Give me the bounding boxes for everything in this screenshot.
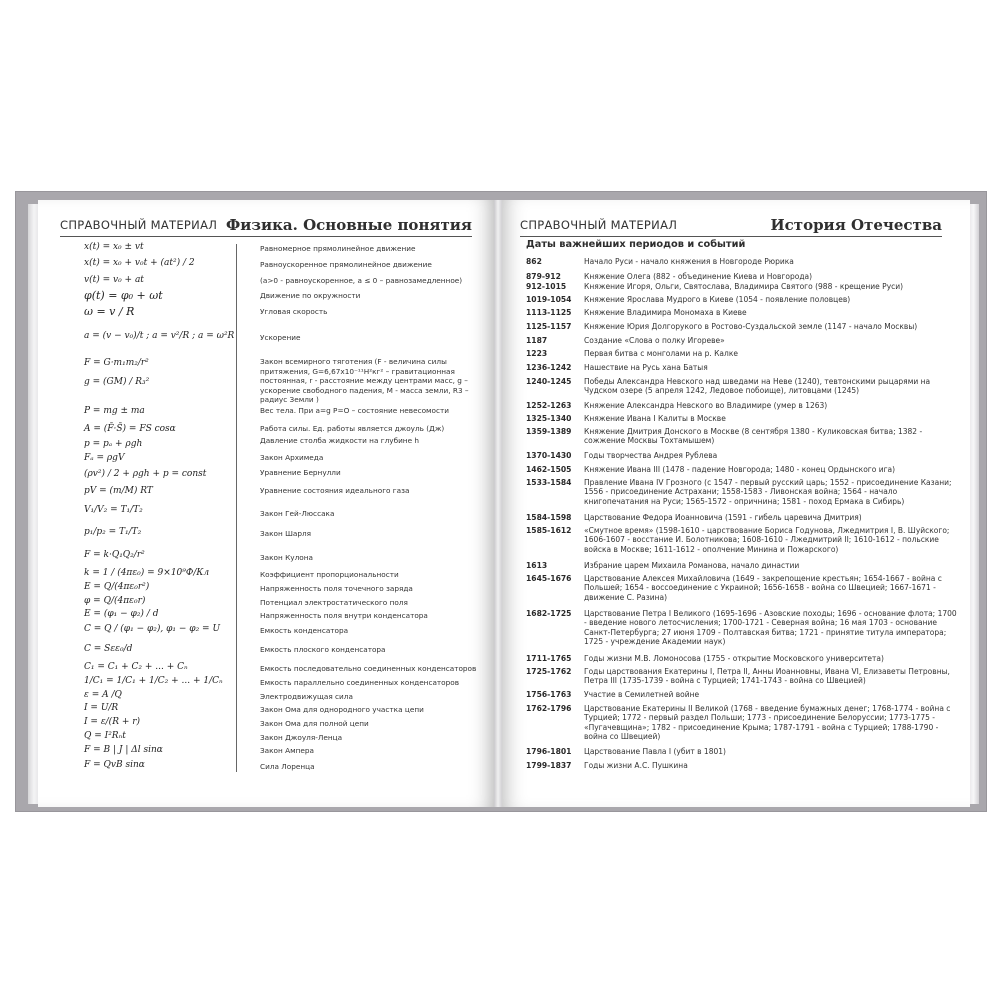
formula-description: Закон Ампера xyxy=(260,746,314,755)
formula-description: Давление столба жидкости на глубине h xyxy=(260,436,420,445)
formula-description: Емкость плоского конденсатора xyxy=(260,645,386,654)
formula-description: Уравнение Бернулли xyxy=(260,468,341,477)
event-year: 1325-1340 xyxy=(526,414,572,423)
event-year: 1533-1584 xyxy=(526,478,572,487)
formula: V₁/V₂ = T₁/T₂ xyxy=(84,505,143,515)
formula-description: Электродвижущая сила xyxy=(260,692,353,701)
event-text: Царствование Петра I Великого (1695-1696 - Азовские походы; 1696 - основание флота; 1700 - введение нового летосчисления; 1700-1721 - Северная война; 16 мая 1703 - основание Санкт-Петербурга; 27 июня 1709 - Полтавская битва; 1721 - принятие титула императора; 1725 - учреждение Академии наук) xyxy=(584,609,957,646)
formula: φ = Q/(4πε₀r) xyxy=(84,596,146,606)
formula-description: Коэффициент пропорциональности xyxy=(260,570,399,579)
event-text: Княжение Игоря, Ольги, Святослава, Владимира Святого (988 - крещение Руси) xyxy=(584,282,904,291)
formula: E = (φ₁ − φ₂) / d xyxy=(84,609,159,619)
event-year: 1370-1430 xyxy=(526,451,572,460)
left-section-label: СПРАВОЧНЫЙ МАТЕРИАЛ xyxy=(60,218,218,232)
event-year: 1796-1801 xyxy=(526,747,572,756)
formula-description: Закон Шарля xyxy=(260,529,312,538)
formula: p₁/p₂ = T₁/T₂ xyxy=(84,527,142,537)
formula: C₁ = C₁ + C₂ + ... + Cₙ xyxy=(84,662,188,672)
event-year: 1187 xyxy=(526,336,548,345)
column-divider xyxy=(236,244,237,772)
book-gutter xyxy=(494,200,502,807)
event-year: 1584-1598 xyxy=(526,513,572,522)
formula: C = Sεε₀/d xyxy=(84,644,133,654)
event-text: Царствование Федора Иоанновича (1591 - гибель царевича Дмитрия) xyxy=(584,513,862,522)
formula: F = k·Q₁Q₂/r² xyxy=(84,550,145,560)
formula-description: Закон Гей-Люссака xyxy=(260,509,335,518)
event-text: Создание «Слова о полку Игореве» xyxy=(584,336,725,345)
event-text: Годы творчества Андрея Рублева xyxy=(584,451,718,460)
event-text: Княжение Олега (882 - объединение Киева и Новгорода) xyxy=(584,272,813,281)
formula-description: Закон Кулона xyxy=(260,553,313,562)
event-year: 1359-1389 xyxy=(526,427,572,436)
event-text: Годы жизни А.С. Пушкина xyxy=(584,761,688,770)
formula: Q = I²Rₙt xyxy=(84,731,126,741)
event-year: 862 xyxy=(526,257,542,266)
event-text: Княжение Александра Невского во Владимире (умер в 1263) xyxy=(584,401,828,410)
formula-description: Напряженность поля внутри конденсатора xyxy=(260,611,428,620)
event-text: Начало Руси - начало княжения в Новгороде Рюрика xyxy=(584,257,794,266)
formula: φ(t) = φ₀ + ωt xyxy=(84,289,163,302)
formula: A = (F̄·S̄) = FS cosα xyxy=(84,424,176,434)
event-year: 1252-1263 xyxy=(526,401,572,410)
event-text: Участие в Семилетней войне xyxy=(584,690,700,699)
formula-description: Равномерное прямолинейное движение xyxy=(260,244,416,253)
formula-description: Емкость конденсатора xyxy=(260,626,349,635)
formula: ω = v / R xyxy=(84,305,135,318)
left-header xyxy=(60,212,472,234)
event-text: Годы царствования Екатерины I, Петра II, Анны Иоанновны, Ивана VI, Елизаветы Петровны, Петра III (1735-1739 - война с Турцией; 1741-1743 - война со Швецией) xyxy=(584,667,950,686)
left-header-rule xyxy=(60,236,472,237)
formula-description: (a>0 - равноускоренное, a ≤ 0 – равнозамедленное) xyxy=(260,276,463,285)
formula-description: Закон Ома для полной цепи xyxy=(260,719,369,728)
event-text: Избрание царем Михаила Романова, начало династии xyxy=(584,561,800,570)
event-year: 1585-1612 xyxy=(526,526,572,535)
event-year: 1125-1157 xyxy=(526,322,572,331)
formula-description: Ускорение xyxy=(260,333,301,342)
event-text: Царствование Алексея Михайловича (1649 - закрепощение крестьян; 1654-1667 - война с Польшей; 1654 - воссоединение с Украиной; 1656-1658 - война со Швецией; 1667-1671 - движение С. Разина) xyxy=(584,574,942,602)
event-text: Правление Ивана IV Грозного (с 1547 - первый русский царь; 1552 - присоединение Казани; 1556 - присоединение Астрахани; 1558-1583 - Ливонская война; 1564 - начало книгопечатания на Руси; 1565-1572 - опричнина; 1581 - поход Ермака в Сибирь) xyxy=(584,478,952,506)
event-year: 1682-1725 xyxy=(526,609,572,618)
formula: (ρv²) / 2 + ρgh + p = const xyxy=(84,469,207,479)
formula: F = B | J | Δl sinα xyxy=(84,745,163,755)
formula-description: Напряженность поля точечного заряда xyxy=(260,584,413,593)
left-page-title: Физика. Основные понятия xyxy=(226,216,472,234)
formula-description: Закон Архимеда xyxy=(260,453,324,462)
event-text: «Смутное время» (1598-1610 - царствование Бориса Годунова, Лжедмитрия I, В. Шуйского; 1606-1607 - восстание И. Болотникова; 1608-1610 - Лжедмитрий II; 1610-1612 - польские войска в Москве; 1611-1612 - ополчение Минина и Пожарского) xyxy=(584,526,950,554)
right-page-stack xyxy=(970,204,979,804)
formula: p = pₐ + ρgh xyxy=(84,439,143,449)
formula-description: Равноускоренное прямолинейное движение xyxy=(260,260,432,269)
event-text: Царствование Екатерины II Великой (1768 - введение бумажных денег; 1768-1774 - война с Турцией; 1772 - первый раздел Польши; 1773 - присоединение Белоруссии; 1773-1775 - «Пугачевщина»; 1782 - присоединение Крыма; 1787-1791 - война с Турцией; 1788-1790 - война со Швецией) xyxy=(584,704,951,741)
event-text: Княжение Ярослава Мудрого в Киеве (1054 - появление половцев) xyxy=(584,295,851,304)
event-year: 1113-1125 xyxy=(526,308,572,317)
event-text: Нашествие на Русь хана Батыя xyxy=(584,363,708,372)
formula-description: Движение по окружности xyxy=(260,291,361,300)
formula-description: Угловая скорость xyxy=(260,307,328,316)
formula-description: Закон всемирного тяготения (F - величина силы притяжения, G=6,67x10⁻¹¹Н²кг² – гравитационная постоянная, r - расстояние между центрами масс, g – ускорение свободного падения, М - масса земли, R3 – радиус Земли ) xyxy=(260,357,469,405)
formula: F = QvB sinα xyxy=(84,760,145,770)
formula: ε = A /Q xyxy=(84,690,122,700)
formula: 1/C₁ = 1/C₁ + 1/C₂ + ... + 1/Cₙ xyxy=(84,676,223,686)
formula: v(t) = v₀ + at xyxy=(84,275,144,285)
formula: pV = (m/M) RT xyxy=(84,486,153,496)
formula-description: Емкость последовательно соединенных конденсаторов xyxy=(260,664,477,673)
right-header-rule xyxy=(520,236,942,237)
event-year: 912-1015 xyxy=(526,282,567,291)
event-year: 1762-1796 xyxy=(526,704,572,713)
history-subtitle: Даты важнейших периодов и событий xyxy=(526,239,746,250)
formula: C = Q / (φ₁ − φ₂), φ₁ − φ₂ = U xyxy=(84,624,221,634)
event-text: Княжение Дмитрия Донского в Москве (8 сентября 1380 - Куликовская битва; 1382 - сожжение Москвы Тохтамышем) xyxy=(584,427,923,446)
formula-description: Закон Джоуля-Ленца xyxy=(260,733,343,742)
event-text: Годы жизни М.В. Ломоносова (1755 - открытие Московского университета) xyxy=(584,654,884,663)
formula: I = ε/(R + r) xyxy=(84,717,141,727)
left-page-stack xyxy=(28,204,38,804)
event-text: Княжение Ивана III (1478 - падение Новгорода; 1480 - конец Ордынского ига) xyxy=(584,465,896,474)
event-text: Царствование Павла I (убит в 1801) xyxy=(584,747,726,756)
formula: g = (GM) / R₃² xyxy=(84,377,150,387)
formula: k = 1 / (4πε₀) = 9×10⁹Ф/Кл xyxy=(84,568,210,578)
formula-description: Уравнение состояния идеального газа xyxy=(260,486,410,495)
event-year: 879-912 xyxy=(526,272,561,281)
event-year: 1236-1242 xyxy=(526,363,572,372)
event-year: 1799-1837 xyxy=(526,761,572,770)
formula: x(t) = x₀ ± vt xyxy=(84,242,144,252)
formula: Fₐ = ρgV xyxy=(84,453,125,463)
event-year: 1711-1765 xyxy=(526,654,572,663)
right-header xyxy=(520,212,942,234)
right-page-title: История Отечества xyxy=(770,216,942,234)
left-page xyxy=(38,200,496,807)
event-text: Княжение Ивана I Калиты в Москве xyxy=(584,414,726,423)
right-section-label: СПРАВОЧНЫЙ МАТЕРИАЛ xyxy=(520,218,678,232)
right-page xyxy=(500,200,970,807)
event-text: Первая битва с монголами на р. Калке xyxy=(584,349,738,358)
event-year: 1725-1762 xyxy=(526,667,572,676)
event-text: Победы Александра Невского над шведами на Неве (1240), тевтонскими рыцарями на Чудском озере (5 апреля 1242, Ледовое побоище), литовцами (1245) xyxy=(584,377,931,396)
event-year: 1462-1505 xyxy=(526,465,572,474)
formula-description: Емкость параллельно соединенных конденсаторов xyxy=(260,678,460,687)
event-year: 1613 xyxy=(526,561,548,570)
formula: E = Q/(4πε₀r²) xyxy=(84,582,150,592)
event-text: Княжение Юрия Долгорукого в Ростово-Суздальской земле (1147 - начало Москвы) xyxy=(584,322,918,331)
event-year: 1019-1054 xyxy=(526,295,572,304)
formula-description: Вес тела. При a=g P=O – состояние невесомости xyxy=(260,406,450,415)
formula-description: Потенциал электростатического поля xyxy=(260,598,408,607)
formula: a = (v − v₀)/t ; a = v²/R ; a = ω²R xyxy=(84,331,235,341)
formula-description: Работа силы. Ед. работы является джоуль (Дж) xyxy=(260,424,445,433)
formula: F = G·m₁m₂/r² xyxy=(84,358,149,368)
formula: x(t) = x₀ + v₀t + (at²) / 2 xyxy=(84,258,195,268)
event-year: 1645-1676 xyxy=(526,574,572,583)
formula-description: Закон Ома для однородного участка цепи xyxy=(260,705,424,714)
formula-description: Сила Лоренца xyxy=(260,762,315,771)
event-year: 1223 xyxy=(526,349,548,358)
event-year: 1756-1763 xyxy=(526,690,572,699)
formula: I = U/R xyxy=(84,703,119,713)
formula: P = mg ± ma xyxy=(84,406,145,416)
event-text: Княжение Владимира Мономаха в Киеве xyxy=(584,308,747,317)
event-year: 1240-1245 xyxy=(526,377,572,386)
